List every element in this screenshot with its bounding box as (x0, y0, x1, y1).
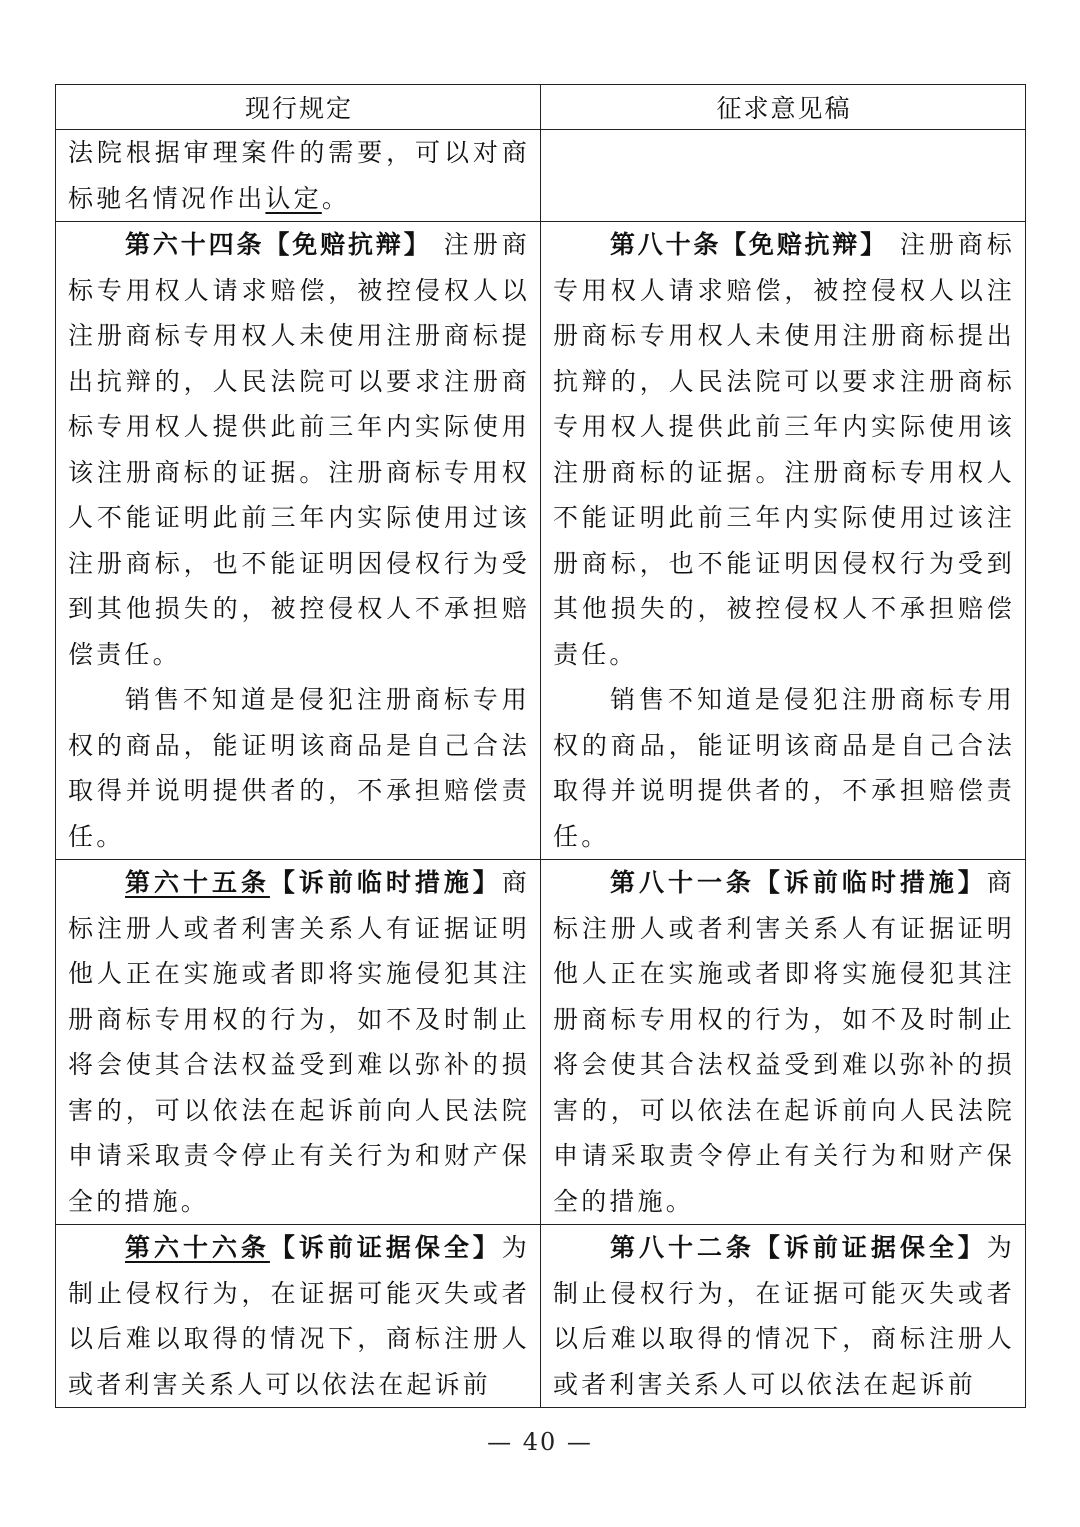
cell-draft (541, 860, 1026, 1225)
underlined-text: 认定 (265, 183, 322, 213)
cell-current (56, 1225, 541, 1408)
paragraph (553, 1225, 1015, 1407)
paragraph (68, 222, 530, 677)
paragraph: 销售不知道是侵犯注册商标专用权的商品，能证明该商品是自己合法取得并说明提供者的，不承担赔偿责任。 (553, 685, 1015, 851)
comparison-table (55, 84, 1026, 1408)
paragraph (68, 130, 530, 221)
article-text: 为制止侵权行为，在证据可能灭失或者以后难以取得的情况下，商标注册人或者利害关系人可以依法在起诉前 (553, 1233, 1015, 1399)
article-text: 为制止侵权行为，在证据可能灭失或者以后难以取得的情况下，商标注册人或者利害关系人可以依法在起诉前 (68, 1233, 530, 1399)
article-heading: 第六十四条【免赔抗辩】 (125, 230, 432, 259)
paragraph (553, 222, 1015, 677)
article-text: 注册商标专用权人请求赔偿，被控侵权人以注册商标专用权人未使用注册商标提出抗辩的，人民法院可以要求注册商标专用权人提供此前三年内实际使用该注册商标的证据。注册商标专用权人不能证明此前三年内实际使用过该注册商标，也不能证明因侵权行为受到其他损失的，被控侵权人不承担赔偿责任。 (553, 230, 1015, 669)
article-text: 注册商标专用权人请求赔偿，被控侵权人以注册商标专用权人未使用注册商标提出抗辩的，人民法院可以要求注册商标专用权人提供此前三年内实际使用该注册商标的证据。注册商标专用权人不能证明此前三年内实际使用过该注册商标，也不能证明因侵权行为受到其他损失的，被控侵权人不承担赔偿责任。 (68, 230, 530, 669)
article-number: 第六十六条 (125, 1233, 270, 1262)
article-heading: 第八十条【免赔抗辩】 (610, 230, 888, 259)
header-draft-for-comment: 征求意见稿 (541, 85, 1026, 130)
cell-draft (541, 130, 1026, 222)
text: 。 (321, 183, 351, 213)
table-row (56, 130, 1026, 222)
article-heading: 【诉前证据保全】 (269, 1233, 502, 1262)
page-number: — 40 — (487, 1428, 593, 1456)
table-header-row (56, 85, 1026, 130)
cell-current (56, 222, 541, 860)
text: 法院根据审理案件的需要，可以对商标驰名情况作出 (68, 138, 530, 213)
article-text: 商标注册人或者利害关系人有证据证明他人正在实施或者即将实施侵犯其注册商标专用权的行为，如不及时制止将会使其合法权益受到难以弥补的损害的，可以依法在起诉前向人民法院申请采取责令停止有关行为和财产保全的措施。 (68, 868, 530, 1216)
paragraph (68, 1225, 530, 1407)
article-heading: 【诉前临时措施】 (269, 868, 502, 897)
table-row (56, 1225, 1026, 1408)
table-row (56, 860, 1026, 1225)
paragraph (68, 860, 530, 1224)
article-heading: 第八十二条【诉前证据保全】 (610, 1233, 987, 1262)
article-number: 第六十五条 (125, 868, 270, 897)
paragraph: 销售不知道是侵犯注册商标专用权的商品，能证明该商品是自己合法取得并说明提供者的，不承担赔偿责任。 (68, 685, 530, 851)
cell-draft (541, 1225, 1026, 1408)
table-row (56, 222, 1026, 860)
paragraph (553, 860, 1015, 1224)
article-heading: 第八十一条【诉前临时措施】 (610, 868, 987, 897)
cell-current (56, 860, 541, 1225)
header-current-rules: 现行规定 (56, 85, 541, 130)
cell-draft (541, 222, 1026, 860)
cell-current (56, 130, 541, 222)
article-text: 商标注册人或者利害关系人有证据证明他人正在实施或者即将实施侵犯其注册商标专用权的行为，如不及时制止将会使其合法权益受到难以弥补的损害的，可以依法在起诉前向人民法院申请采取责令停止有关行为和财产保全的措施。 (553, 868, 1015, 1216)
